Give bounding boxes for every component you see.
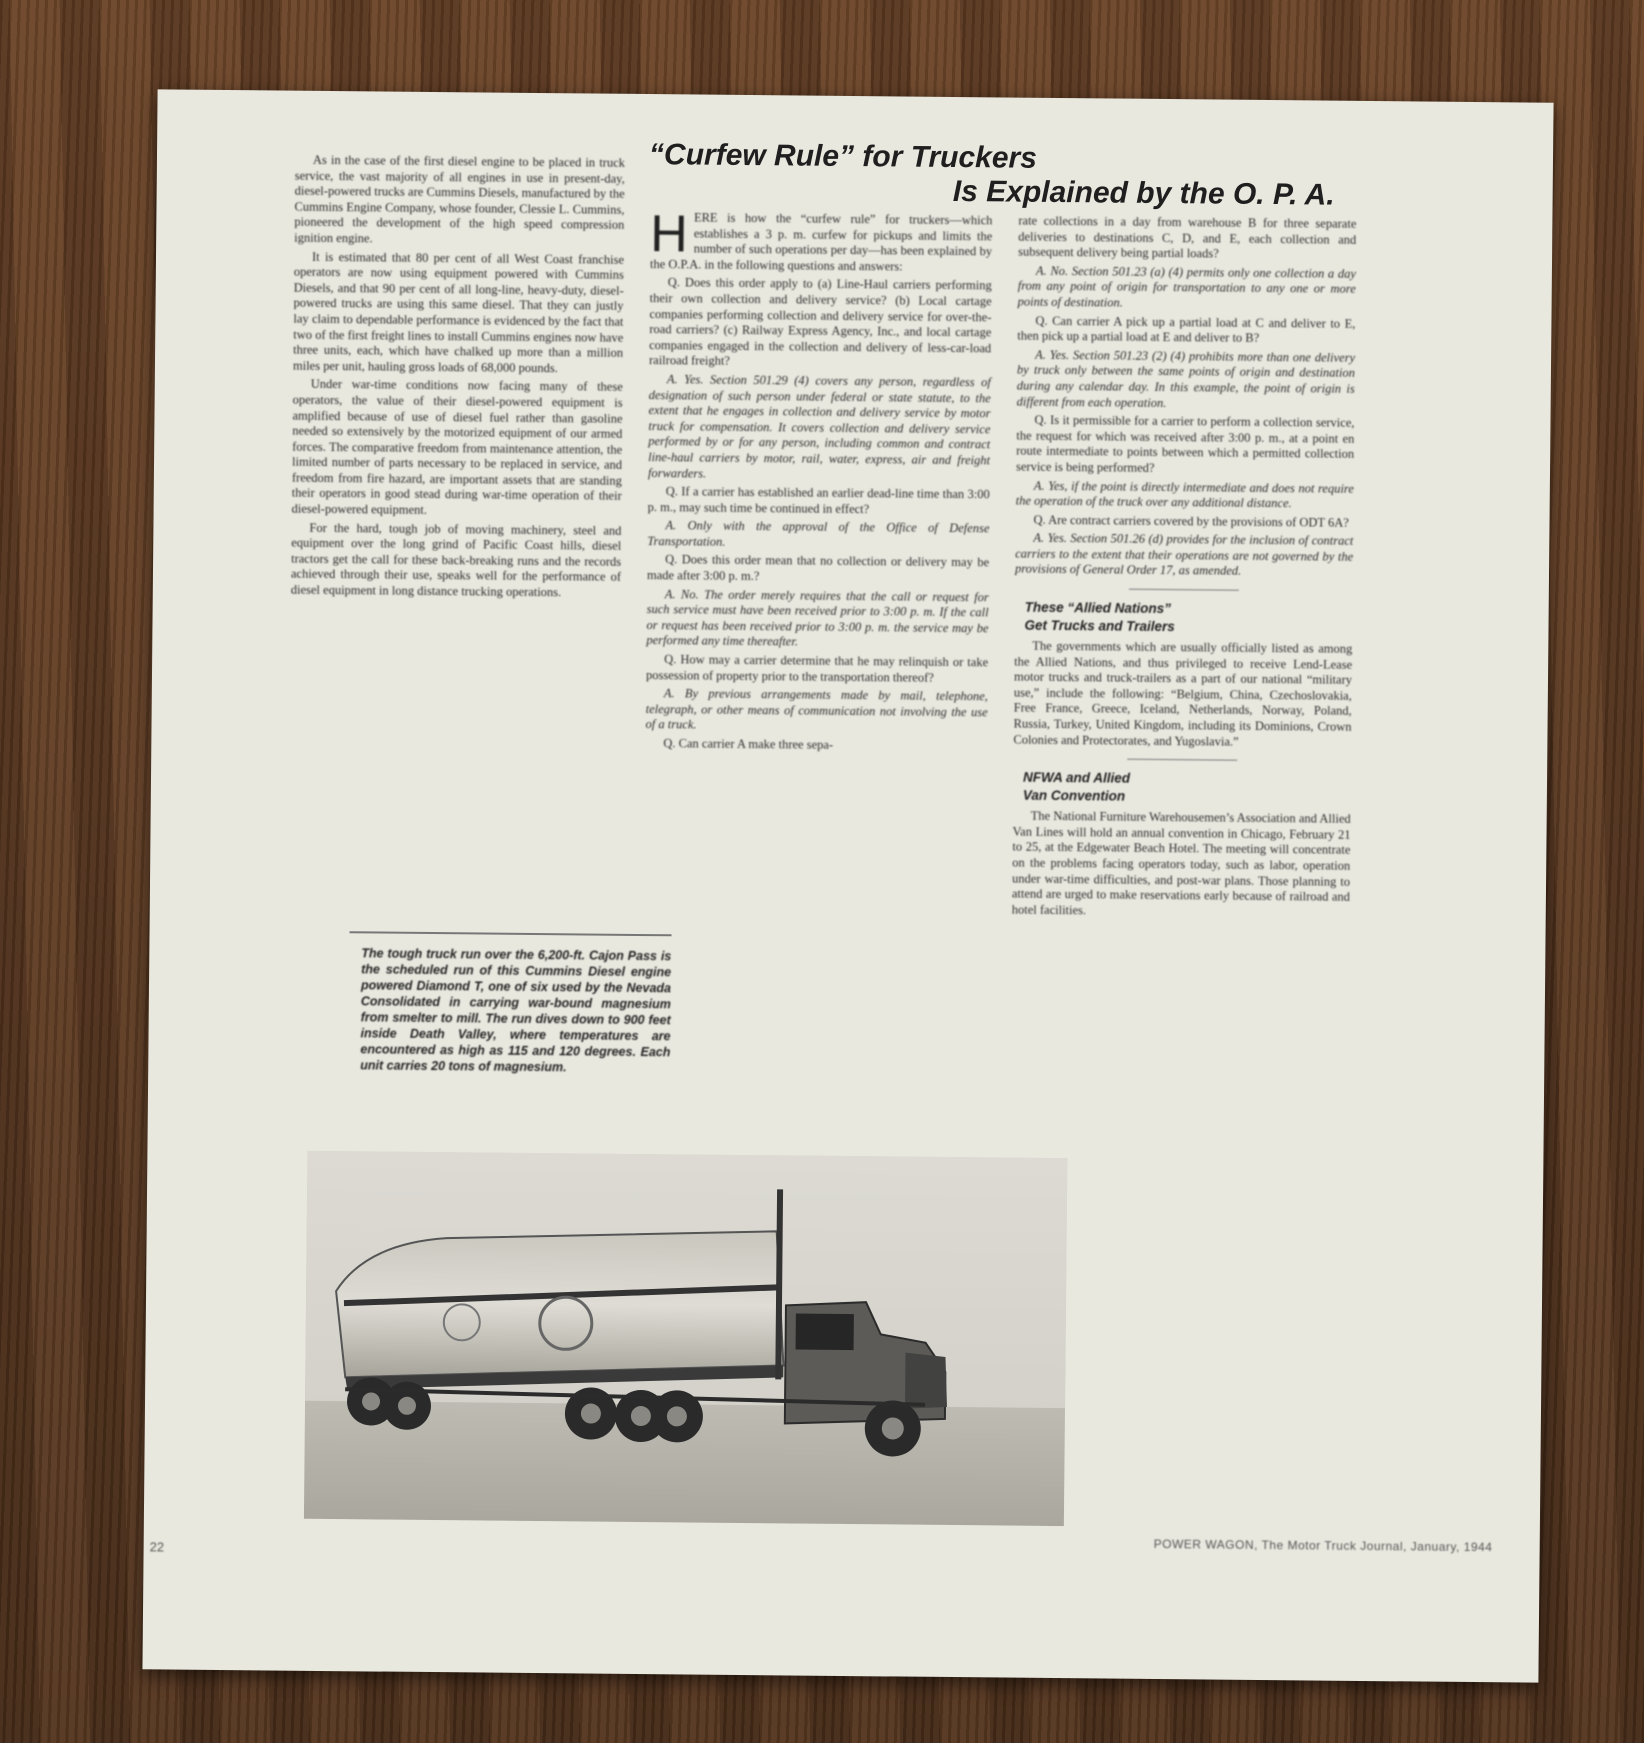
question-paragraph: Q. How may a carrier determine that he may relinquish or take possession of property prior to the transportation thereof? [645,652,989,685]
question-paragraph: Q. Does this order mean that no collection or delivery may be made after 3:00 p. m.? [646,552,990,584]
article-headline [645,138,1476,214]
left-paragraph-1: As in the case of the first diesel engine to be placed in truck service, the vast majority of all engines in use in present-day, diesel-powered trucks are Cummins Diesels, manufactured by the Cummins Engine Company, whose founder, Clessie L. Cummins, pioneered the development of the high speed compression ignition engine. [294,152,625,246]
right-qa-list [1015,214,1356,581]
answer-paragraph: A. No. Section 501.23 (a) (4) permits only one collection a day from any point of origin for transportation to any one or more points of destination. [1017,263,1356,310]
intro-paragraph [649,205,993,276]
allied-heading-line-2: Get Trucks and Trailers [1024,617,1175,635]
allied-nations-heading [1024,599,1352,638]
middle-column [645,205,993,758]
caption-rule [350,931,672,936]
left-paragraph-4: For the hard, tough job of moving machinery, steel and equipment over the long grind of Pacific Coast hills, diesel tractors get the call for these back-breaking runs and the records achieved through their use, speaks well for the performance of diesel equipment in long distance trucking operations. [290,520,622,600]
left-paragraph-3: Under war-time conditions now facing many of these operators, the value of their diesel-powered equipment is amplified because of use of diesel fuel rather than gasoline needed so extensively by the motorized equipment of our armed forces. The comparative freedom from maintenance attention, the limited number of parts necessary to be replaced in service, and freedom from fire hazard, are important assets that are standing their operators in good stead during war-time operation of their diesel-powered equipment. [291,377,623,518]
truck-photo [304,1151,1067,1526]
left-paragraph-2: It is estimated that 80 per cent of all West Coast franchise operators are now using equipment powered with Cummins Diesels, and that 90 per cent of all long-line, heavy-duty, diesel-powered trucks are using this same diesel. That they can justly lay claim to dependable performance is evidenced by the fact that two of the first freight lines to install Cummins engines now have three units, each, which have chalked up more than a million miles per unit, hauling gross loads of 68,000 pounds. [292,249,625,375]
intro-text: ERE is how the “curfew rule” for truckers—which establishes a 3 p. m. curfew for pickups and limits the number of such operations per day—has been explained by the O.P.A. in the following questions and answers: [649,210,993,274]
answer-paragraph: A. By previous arrangements made by mail, telephone, telegraph, or other means of communication not involving the use of a truck. [645,686,988,732]
nfwa-heading [1023,769,1351,808]
photo-caption: The tough truck run over the 6,200-ft. Cajon Pass is the scheduled run of this Cummins Diesel engine powered Diamond T, one of six used by the Nevada Consolidated in carrying war-bound magnesium from smelter to mill. The run dives down to 900 feet inside Death Valley, where temperatures are encountered as high as 115 and 120 degrees. Each unit carries 20 tons of magnesium. [360,946,672,1075]
magazine-page [142,89,1553,1682]
answer-paragraph: A. Yes, if the point is directly intermediate and does not require the operation of the truck over any additional distance. [1015,478,1354,511]
allied-nations-body: The governments which are usually officially listed as among the Allied Nations, and thus privileged to receive Lend-Lease motor trucks and truck-trailers as a part of our national “military use,” include the following: “Belgium, China, Czechoslovakia, Free France, Greece, Iceland, Netherlands, Norway, Poland, Russia, Turkey, United Kingdom, including its Dominions, Crown Colonies and Protectorates, and Yugoslavia.” [1013,638,1353,749]
page-folio: POWER WAGON, The Motor Truck Journal, January, 1944 [1153,1536,1493,1555]
question-paragraph: Q. If a carrier has established an earlier dead-line time than 3:00 p. m., may such time be continued in effect? [647,484,990,516]
nfwa-heading-line-2: Van Convention [1022,787,1126,804]
right-column [1012,214,1357,925]
nfwa-body: The National Furniture Warehousemen’s Association and Allied Van Lines will hold an annual convention in Chicago, February 21 to 25, at the Edgewater Beach Hotel. The meeting will concentrate on the problems facing operators today, such as labor, operation under war-time difficulties, and post-war plans. Those planning to attend are urged to make reservations early because of railroad and hotel facilities. [1011,808,1351,918]
section-divider [1127,759,1237,761]
drop-cap: H [649,205,689,264]
allied-heading-line-1: These “Allied Nations” [1024,599,1172,617]
question-paragraph: Q. Can carrier A pick up a partial load at C and deliver to E, then pick up a partial load at E and deliver to B? [1017,313,1356,346]
section-divider [1129,589,1239,591]
question-paragraph: Q. Can carrier A make three sepa- [663,736,834,752]
answer-paragraph: A. Only with the approval of the Office of Defense Transportation. [647,518,990,549]
nfwa-heading-line-1: NFWA and Allied [1022,769,1131,786]
answer-paragraph: A. No. The order merely requires that the call or request for such service must have been received prior to 3:00 p. m. If the call or request has been received prior to 3:00 p. m. the service may be performed any time thereafter. [646,586,989,649]
middle-qa-list [645,275,992,754]
truck-illustration [304,1151,1067,1526]
question-paragraph: rate collections in a day from warehouse B for three separate deliveries to destinations C, D, and E, each collection and subsequent delivery being partial loads? [1018,213,1357,261]
page-number: 22 [149,1539,165,1555]
answer-paragraph: A. Yes. Section 501.29 (4) covers any person, regardless of designation of such person under federal or state statute, to the extent that he engages in collection and delivery service by motor truck for compensation. It covers collection and delivery service performed by or for any person, including common and contract line-haul carriers by motor, rail, water, express, air and freight forwarders. [647,372,991,481]
headline-line-1: “Curfew Rule” for Truckers [648,138,1038,175]
headline-line-2: Is Explained by the O. P. A. [952,174,1335,212]
left-column [291,153,625,605]
answer-paragraph: A. Yes. Section 501.23 (2) (4) prohibits more than one delivery by truck only between the same points of origin and destination during any calendar day. In this example, the point of origin is different from each operation. [1016,347,1356,410]
answer-paragraph: A. Yes. Section 501.26 (d) provides for the inclusion of contract carriers to the extent that their operations are not governed by the provisions of General Order 17, as amended. [1014,531,1354,579]
question-paragraph: Q. Are contract carriers covered by the provisions of ODT 6A? [1033,512,1349,530]
question-paragraph: Q. Is it permissible for a carrier to perform a collection service, the request for which was received after 3:00 p. m., at a point en route intermediate to points between which a permitted collection service is being performed? [1015,412,1355,475]
question-paragraph: Q. Does this order apply to (a) Line-Haul carriers performing their own collection and delivery service? (b) Local cartage companies performing collection and delivery service for over-the-road carriers? (c) Railway Express Agency, Inc., and local cartage companies engaged in the collection and delivery of less-car-load railroad freight? [648,275,992,369]
